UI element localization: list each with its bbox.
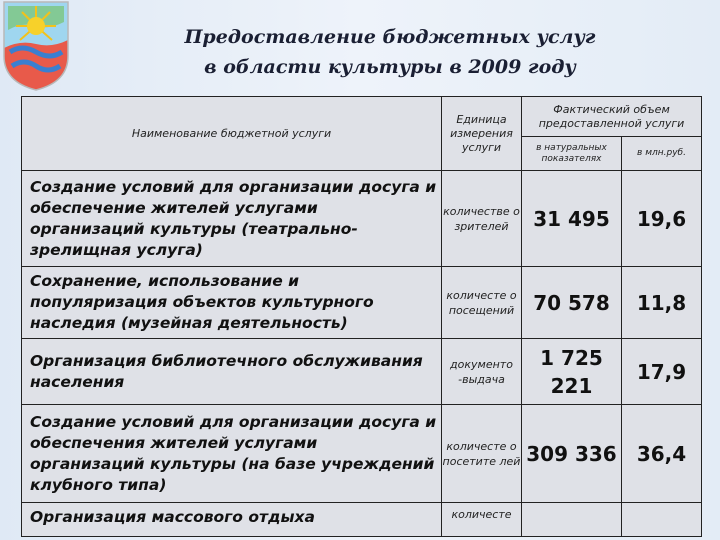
natural-value: 70 578 — [522, 267, 622, 339]
money-value: 11,8 — [622, 267, 702, 339]
natural-value: 1 725 221 — [522, 339, 622, 405]
service-unit: количесте о посещений — [442, 267, 522, 339]
service-name: Организация библиотечного обслуживания населения — [22, 339, 442, 405]
natural-value: 309 336 — [522, 405, 622, 503]
header-service-name: Наименование бюджетной услуги — [22, 97, 442, 171]
coat-of-arms-icon — [2, 0, 70, 92]
header-actual-volume: Фактический объем предоставленной услуги — [522, 97, 702, 137]
service-name: Сохранение, использование и популяризация объектов культурного наследия (музейная деятельность) — [22, 267, 442, 339]
budget-services-table — [21, 96, 701, 537]
header-natural: в натуральных показателях — [522, 137, 622, 171]
natural-value — [522, 503, 622, 537]
table-row — [22, 267, 702, 339]
service-unit: количесте о посетите лей — [442, 405, 522, 503]
service-name: Организация массового отдыха — [22, 503, 442, 537]
service-unit: количесте — [442, 503, 522, 537]
table-row — [22, 339, 702, 405]
service-name: Создание условий для организации досуга и обеспечение жителей услугами организаций культуры (театрально-зрелищная услуга) — [22, 171, 442, 267]
header-unit: Единица измерения услуги — [442, 97, 522, 171]
money-value — [622, 503, 702, 537]
money-value: 17,9 — [622, 339, 702, 405]
service-unit: документо -выдача — [442, 339, 522, 405]
service-unit: количестве о зрителей — [442, 171, 522, 267]
money-value: 36,4 — [622, 405, 702, 503]
title-line-1: Предоставление бюджетных услуг — [184, 26, 596, 48]
service-name: Создание условий для организации досуга и обеспечения жителей услугами организаций культуры (на базе учреждений клубного типа) — [22, 405, 442, 503]
money-value: 19,6 — [622, 171, 702, 267]
table-row — [22, 503, 702, 537]
table-row — [22, 405, 702, 503]
table-header-row — [22, 97, 702, 137]
table-row — [22, 171, 702, 267]
page-title — [70, 22, 710, 82]
title-line-2: в области культуры в 2009 году — [204, 56, 576, 78]
natural-value: 31 495 — [522, 171, 622, 267]
header-money: в млн.руб. — [622, 137, 702, 171]
